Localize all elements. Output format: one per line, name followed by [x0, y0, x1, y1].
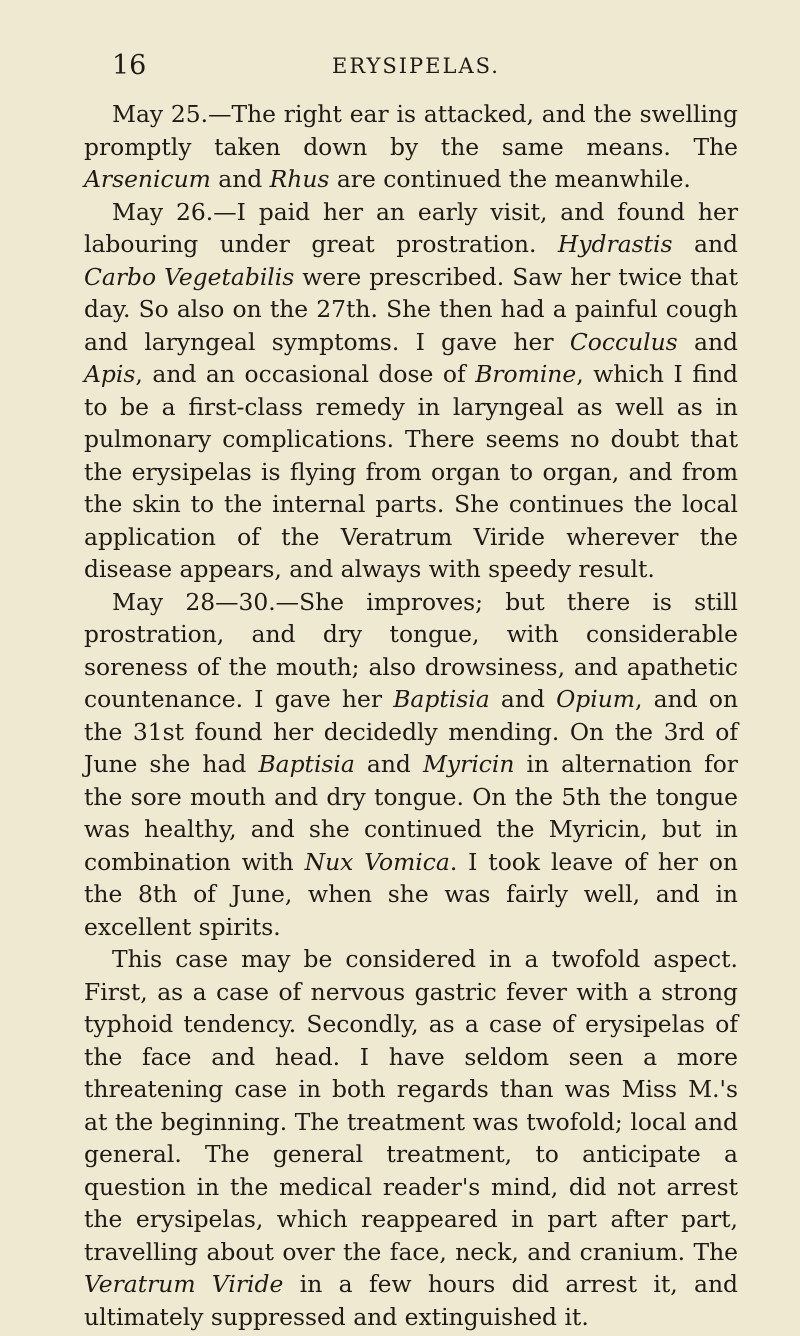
page-header	[112, 46, 732, 86]
italic-remedy: Bromine	[475, 360, 577, 388]
italic-remedy: Arsenicum	[84, 165, 211, 193]
running-head: ERYSIPELAS.	[332, 54, 500, 78]
text-run: were prescribed. Saw her twice that day. So also on the 27th. She then had a painful cough and laryngeal symptoms. I gave her	[84, 262, 738, 356]
paragraph-case-summary	[84, 943, 738, 1333]
italic-remedy: Hydrastis	[557, 230, 673, 258]
text-run: , and on the 31st found her decidedly mending. On the 3rd of June she had	[84, 685, 739, 778]
text-run: in a few hours did arrest it, and ultimately suppressed and extinguished it.	[84, 1270, 739, 1331]
italic-remedy: Opium	[556, 685, 635, 713]
italic-remedy: Nux Vomica	[304, 847, 450, 876]
text-run: May 28—30.—She improves; but there is still prostration, and dry tongue, with considerable soreness of the mouth; also drowsiness, and apathetic countenance. I gave her	[84, 587, 738, 713]
italic-remedy: Apis	[84, 360, 136, 388]
text-run: and	[489, 685, 557, 713]
text-run: and	[354, 750, 423, 778]
body-text	[84, 98, 738, 1333]
text-run: May 25.—The right ear is attacked, and the swelling promptly taken down by the same means. The	[84, 100, 738, 161]
text-run: This case may be considered in a twofold aspect. First, as a case of nervous gastric fever with a strong typhoid tendency. Secondly, as a case of erysipelas of the face and head. I have seldom seen a more threatening case in both regards than was Miss M.'s at the beginning. The treatment was twofold; local and general. The general treatment, to anticipate a question in the medical reader's mind, did not arrest the erysipelas, which reappeared in part after part, travelling about over the face, neck, and cranium. The	[84, 945, 738, 1266]
text-run: and	[672, 230, 739, 258]
page-number: 16	[112, 50, 147, 81]
text-run: in alternation for the sore mouth and dry tongue. On the 5th the tongue was healthy, and she continued the Myricin, but in combination with	[84, 750, 738, 876]
italic-remedy: Rhus	[269, 165, 330, 193]
italic-remedy: Myricin	[422, 750, 515, 778]
text-run: , which I find to be a first-class remedy in laryngeal as well as in pulmonary complications. There seems no doubt that the erysipelas is flying from organ to organ, and from the skin to the internal parts. She continues the local application of the Veratrum Viride wherever the disease appears, and always with speedy result.	[84, 360, 738, 583]
text-run: are continued the meanwhile.	[329, 165, 691, 193]
italic-remedy: Baptisia	[393, 685, 490, 713]
paragraph-may-25	[84, 98, 738, 196]
italic-remedy: Cocculus	[569, 327, 678, 356]
italic-remedy: Baptisia	[258, 750, 355, 778]
text-run: . I took leave of her on the 8th of June, when she was fairly well, and in excellent spirits.	[84, 847, 738, 941]
paragraph-may-28-30	[84, 586, 738, 944]
text-run: May 26.—I paid her an early visit, and found her labouring under great prostration.	[84, 197, 738, 258]
paragraph-may-26	[84, 196, 738, 586]
text-run: , and an occasional dose of	[135, 360, 476, 388]
italic-remedy: Carbo Vegetabilis	[84, 262, 295, 291]
italic-remedy: Veratrum Viride	[84, 1270, 284, 1298]
text-run: and	[210, 165, 270, 193]
text-run: and	[677, 327, 739, 356]
